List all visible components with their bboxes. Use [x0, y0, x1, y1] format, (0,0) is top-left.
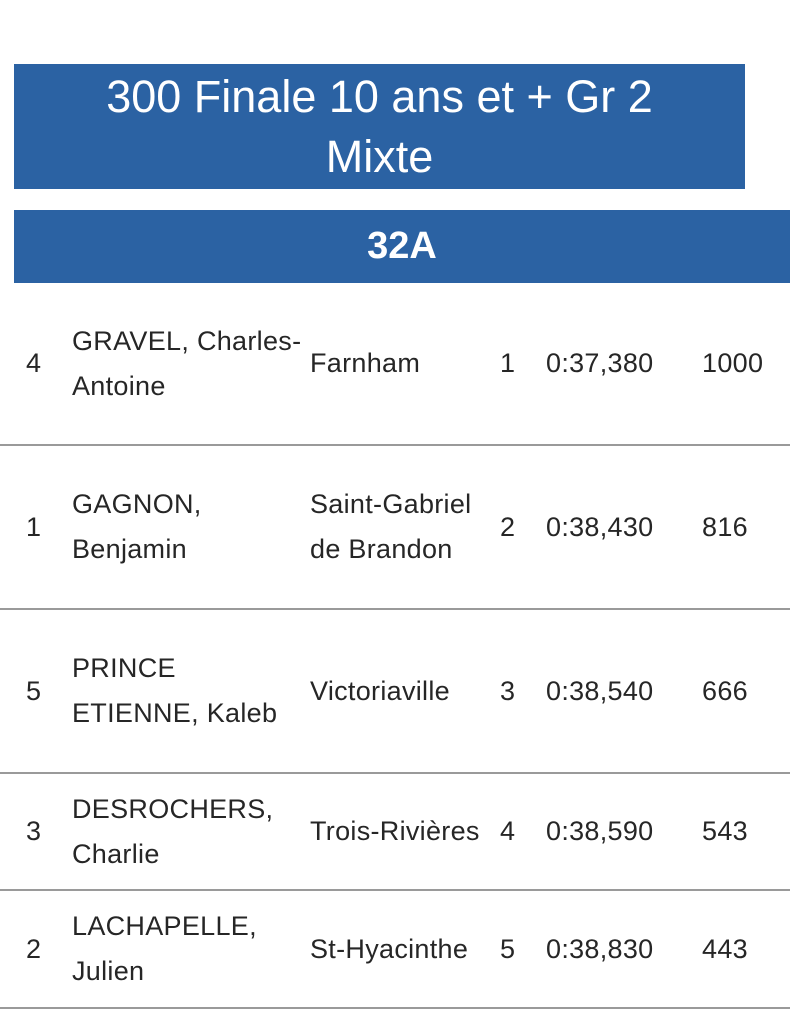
result-row[interactable] [0, 891, 790, 1009]
lane-cell: 4 [26, 348, 42, 378]
lane-cell: 3 [26, 816, 42, 846]
rank-cell: 2 [500, 511, 516, 542]
club-cell: Farnham [310, 348, 421, 378]
athlete-name-cell: PRINCE ETIENNE, Kaleb [72, 653, 278, 728]
athlete-name-cell: DESROCHERS, Charlie [72, 793, 274, 869]
result-row[interactable] [0, 610, 790, 774]
points-cell: 543 [702, 816, 748, 846]
rank-cell: 4 [500, 816, 516, 846]
points-cell: 1000 [702, 348, 764, 378]
result-row[interactable] [0, 446, 790, 610]
result-row[interactable] [0, 283, 790, 446]
athlete-name-cell: GRAVEL, Charles-Antoine [72, 325, 302, 401]
result-row[interactable] [0, 774, 790, 891]
time-cell: 0:37,380 [546, 348, 654, 378]
club-cell: Trois-Rivières [310, 816, 480, 846]
rank-cell: 3 [500, 675, 516, 706]
heat-header: 32A [14, 210, 790, 283]
event-title: 300 Finale 10 ans et + Gr 2 Mixte [14, 64, 745, 189]
lane-cell: 1 [26, 511, 42, 542]
club-cell: St-Hyacinthe [310, 933, 469, 964]
lane-cell: 5 [26, 675, 42, 706]
time-cell: 0:38,590 [546, 816, 654, 846]
club-cell: Saint-Gabriel de Brandon [310, 489, 472, 564]
athlete-name-cell: GAGNON, Benjamin [72, 489, 202, 564]
athlete-name-cell: LACHAPELLE, Julien [72, 911, 257, 986]
club-cell: Victoriaville [310, 675, 450, 706]
rank-cell: 5 [500, 933, 516, 964]
points-cell: 816 [702, 511, 748, 542]
points-cell: 666 [702, 675, 748, 706]
time-cell: 0:38,430 [546, 511, 654, 542]
time-cell: 0:38,540 [546, 675, 654, 706]
results-table [0, 283, 790, 1009]
rank-cell: 1 [500, 348, 516, 378]
lane-cell: 2 [26, 933, 42, 964]
points-cell: 443 [702, 933, 748, 964]
time-cell: 0:38,830 [546, 933, 654, 964]
